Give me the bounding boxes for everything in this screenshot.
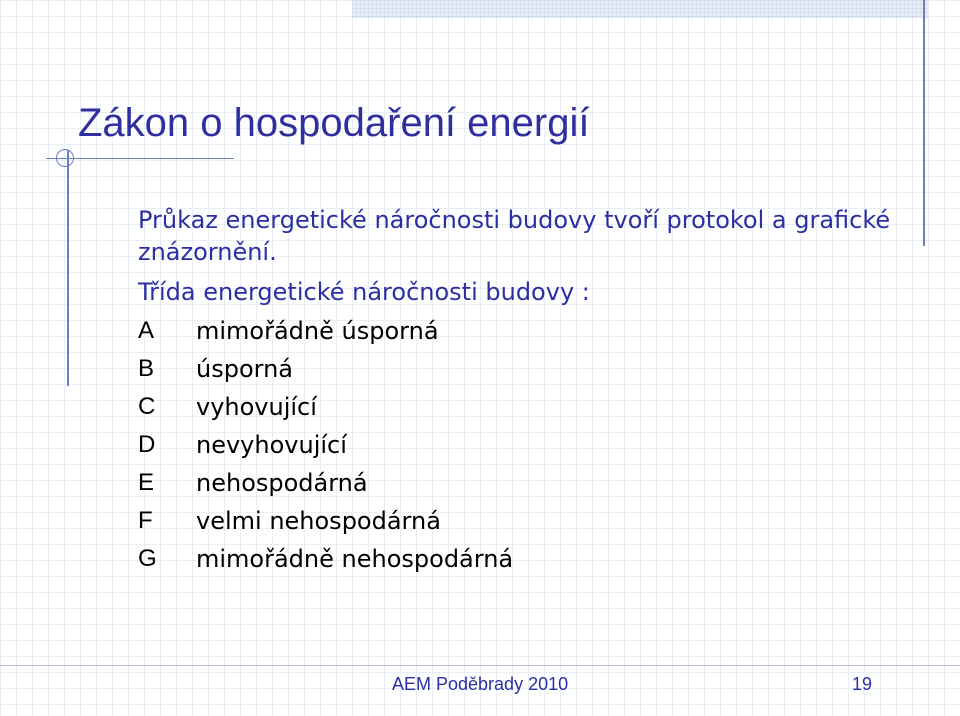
class-label: mimořádně úsporná: [196, 317, 439, 345]
class-item-e: [138, 464, 513, 502]
top-decorative-bar: [352, 0, 928, 18]
class-label: nevyhovující: [196, 431, 347, 459]
class-item-f: [138, 502, 513, 540]
class-letter: G: [138, 545, 157, 572]
class-label: nehospodárná: [196, 469, 368, 497]
class-item-d: [138, 426, 513, 464]
class-letter: D: [138, 431, 156, 458]
class-label: vyhovující: [196, 393, 317, 421]
title-underline-rule: [46, 158, 234, 159]
class-letter: A: [138, 317, 155, 344]
footer-divider: [0, 665, 960, 666]
class-label: velmi nehospodárná: [196, 507, 441, 535]
class-item-g: [138, 540, 513, 578]
title-crosshair-circle: [56, 149, 74, 167]
intro-paragraph: Průkaz energetické náročnosti budovy tvoří protokol a grafické znázornění.: [138, 206, 891, 266]
class-heading: Třída energetické náročnosti budovy :: [138, 278, 590, 306]
page-number: 19: [852, 674, 873, 694]
class-label: úsporná: [196, 355, 293, 383]
class-item-a: [138, 312, 513, 350]
slide-title: Zákon o hospodaření energií: [78, 101, 590, 145]
class-letter: C: [138, 393, 156, 420]
class-letter: E: [138, 469, 155, 496]
energy-class-list: [138, 312, 513, 578]
class-letter: F: [138, 507, 153, 534]
footer-text: AEM Poděbrady 2010: [392, 674, 569, 694]
class-label: mimořádně nehospodárná: [196, 545, 514, 573]
left-decorative-rule: [67, 150, 69, 386]
class-letter: B: [138, 355, 155, 382]
class-item-c: [138, 388, 513, 426]
class-item-b: [138, 350, 513, 388]
right-decorative-rule: [923, 0, 925, 246]
